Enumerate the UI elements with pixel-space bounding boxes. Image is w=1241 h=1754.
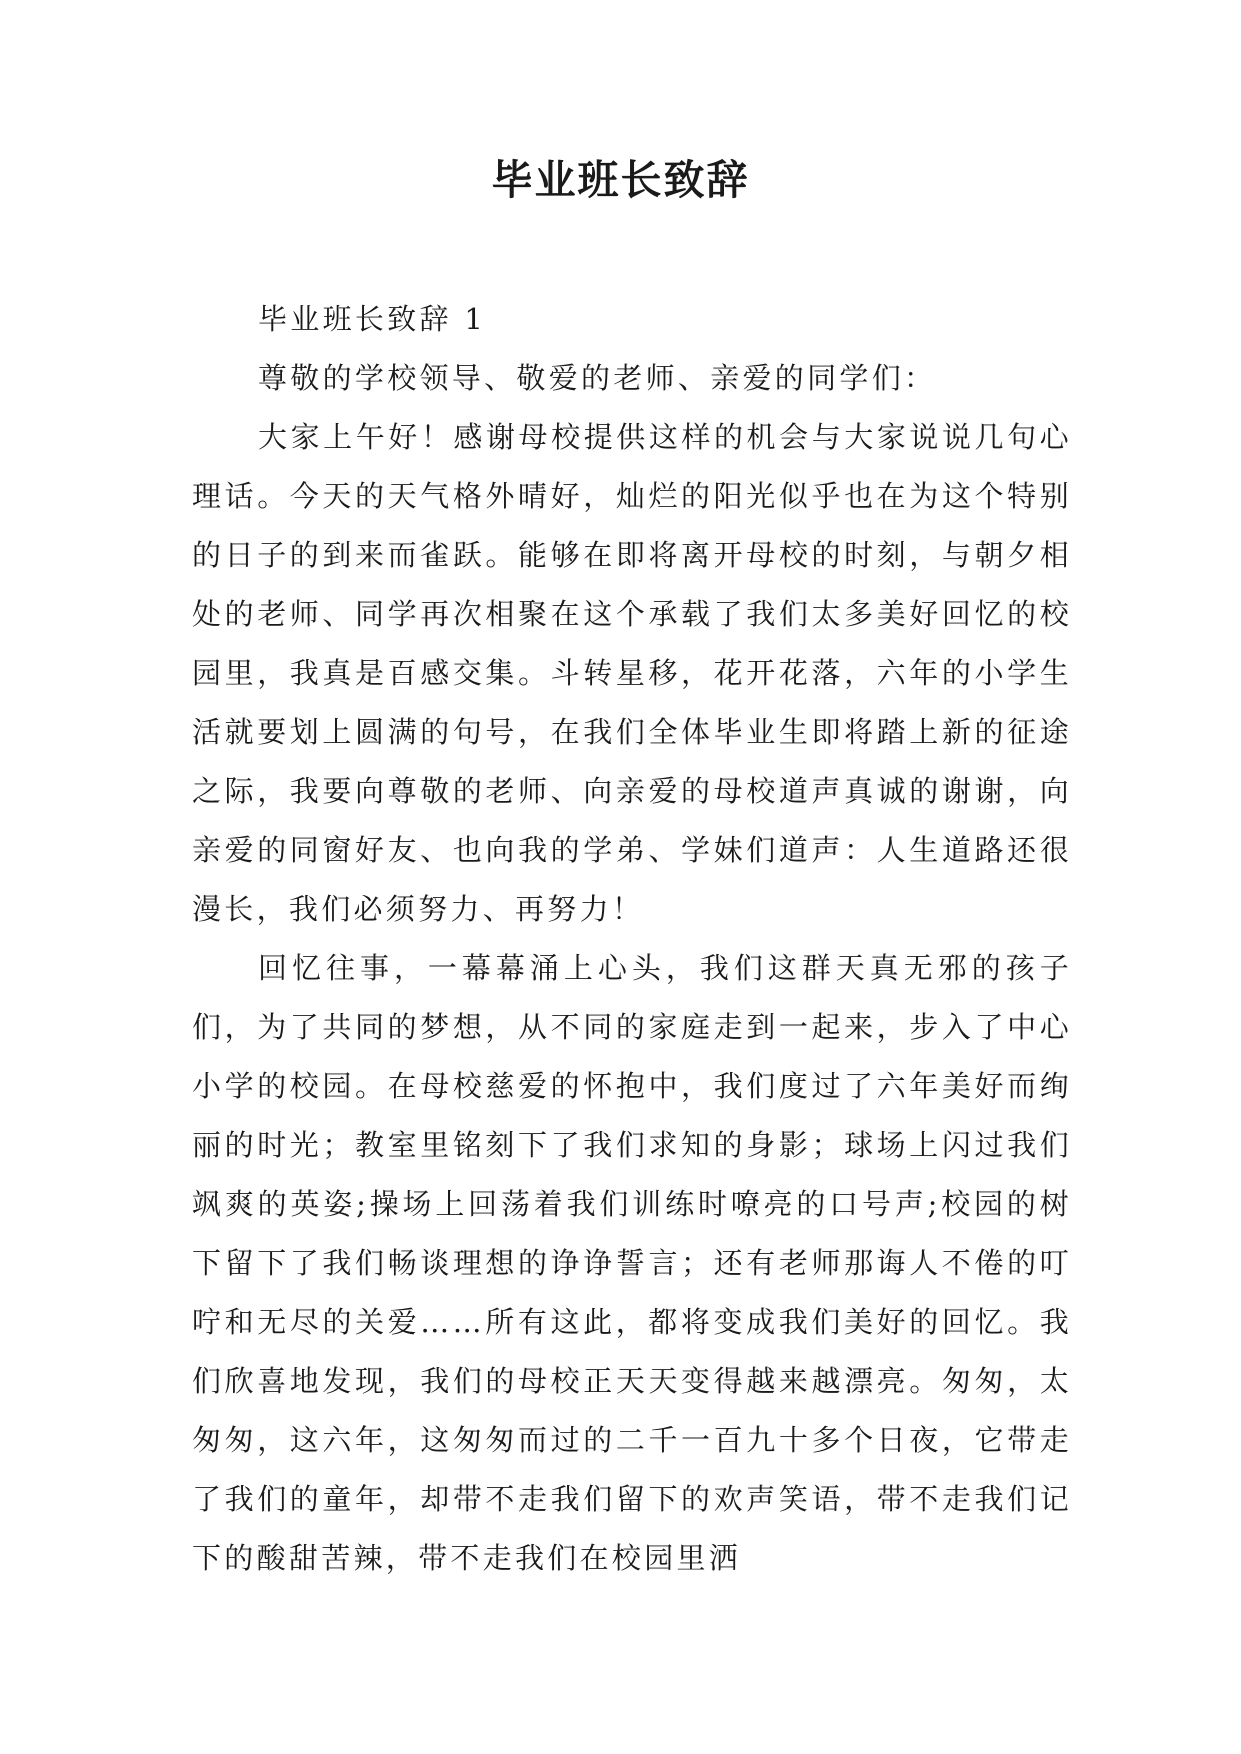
document-title: 毕业班长致辞 bbox=[491, 156, 750, 204]
body-paragraph: 回忆往事，一幕幕涌上心头，我们这群天真无邪的孩子们，为了共同的梦想，从不同的家庭走到一起来，步入了中心小学的校园。在母校慈爱的怀抱中，我们度过了六年美好而绚丽的时光；教室里铭刻下了我们求知的身影；球场上闪过我们飒爽的英姿;操场上回荡着我们训练时嘹亮的口号声;校园的树下留下了我们畅谈理想的诤诤誓言；还有老师那诲人不倦的叮咛和无尽的关爱……所有这此，都将变成我们美好的回忆。我们欣喜地发现，我们的母校正天天变得越来越漂亮。匆匆，太匆匆，这六年，这匆匆而过的二千一百九十多个日夜，它带走了我们的童年，却带不走我们留下的欢声笑语，带不走我们记下的酸甜苦辣，带不走我们在校园里洒 bbox=[192, 951, 1072, 1575]
section-heading: 毕业班长致辞 1 bbox=[258, 302, 487, 336]
body-paragraph: 大家上午好！感谢母校提供这样的机会与大家说说几句心理话。今天的天气格外晴好，灿烂的阳光似乎也在为这个特别的日子的到来而雀跃。能够在即将离开母校的时刻，与朝夕相处的老师、同学再次相聚在这个承载了我们太多美好回忆的校园里，我真是百感交集。斗转星移，花开花落，六年的小学生活就要划上圆满的句号，在我们全体毕业生即将踏上新的征途之际，我要向尊敬的老师、向亲爱的母校道声真诚的谢谢，向亲爱的同窗好友、也向我的学弟、学妹们道声：人生道路还很漫长，我们必须努力、再努力！ bbox=[192, 420, 1072, 926]
salutation: 尊敬的学校领导、敬爱的老师、亲爱的同学们： bbox=[258, 361, 937, 395]
document-body bbox=[192, 290, 1072, 1588]
